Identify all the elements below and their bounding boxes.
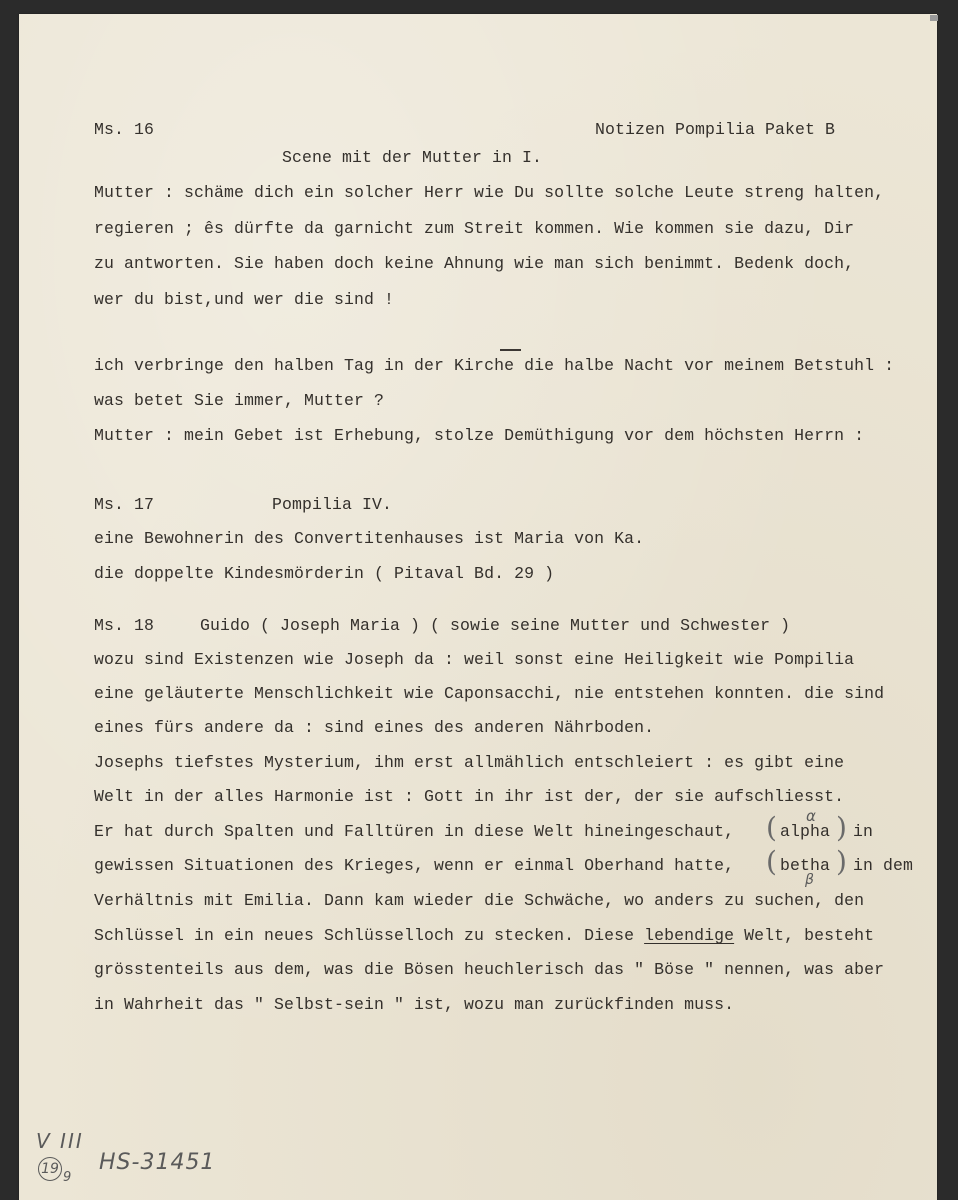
underlined-word: lebendige	[644, 926, 735, 945]
pencil-greek-beta: β	[805, 872, 814, 888]
text-line: Mutter : mein Gebet ist Erhebung, stolze Demüthigung vor dem höchsten Herrn :	[94, 426, 865, 445]
pencil-paren-close: )	[836, 811, 847, 844]
ms-17-label: Ms. 17	[94, 495, 155, 514]
text-line: Mutter : schäme dich ein solcher Herr wie Du sollte solche Leute streng halten,	[94, 183, 885, 202]
text-line: ich verbringe den halben Tag in der Kirche die halbe Nacht vor meinem Betstuhl :	[94, 356, 895, 375]
text-line: Welt in der alles Harmonie ist : Gott in ihr ist der, der sie aufschliesst.	[94, 787, 845, 806]
ms-18-label: Ms. 18	[94, 616, 155, 635]
pencil-paren-open: (	[766, 845, 777, 878]
separator-dash	[500, 349, 521, 351]
corner-mark	[930, 15, 938, 21]
text-line: gewissen Situationen des Krieges, wenn er einmal Oberhand hatte,	[94, 856, 735, 875]
text-line: Verhältnis mit Emilia. Dann kam wieder die Schwäche, wo anders zu suchen, den	[94, 891, 865, 910]
text-line: eines fürs andere da : sind eines des anderen Nährboden.	[94, 718, 655, 737]
text-fragment: in dem	[853, 856, 914, 875]
text-line: in Wahrheit das " Selbst-sein " ist, wozu man zurückfinden muss.	[94, 995, 735, 1014]
archive-sub-number: 9	[63, 1170, 72, 1185]
text-line: was betet Sie immer, Mutter ?	[94, 391, 385, 410]
text-line: die doppelte Kindesmörderin ( Pitaval Bd. 29 )	[94, 564, 555, 583]
ms-18-title: Guido ( Joseph Maria ) ( sowie seine Mutter und Schwester )	[200, 616, 791, 635]
text-line: regieren ; ês dürfte da garnicht zum Streit kommen. Wie kommen sie dazu, Dir	[94, 219, 855, 238]
document-sheet	[19, 14, 937, 1200]
text-line: grösstenteils aus dem, was die Bösen heuchlerisch das " Böse " nennen, was aber	[94, 960, 885, 979]
document-title: Notizen Pompilia Paket B	[595, 120, 836, 139]
text-line: Josephs tiefstes Mysterium, ihm erst allmählich entschleiert : es gibt eine	[94, 753, 845, 772]
text-line-with-underline	[94, 926, 874, 945]
archive-signature: HS-31451	[99, 1150, 216, 1175]
text-fragment: Schlüssel in ein neues Schlüsselloch zu stecken. Diese	[94, 926, 635, 945]
text-line: Er hat durch Spalten und Falltüren in diese Welt hineingeschaut,	[94, 822, 735, 841]
ms-16-label: Ms. 16	[94, 120, 155, 139]
text-line: wer du bist,und wer die sind !	[94, 290, 395, 309]
pencil-paren-open: (	[766, 811, 777, 844]
text-fragment: Welt, besteht	[734, 926, 875, 945]
ms-17-title: Pompilia IV.	[272, 495, 393, 514]
archive-sheet-number: 19	[38, 1157, 62, 1181]
text-line: wozu sind Existenzen wie Joseph da : weil sonst eine Heiligkeit wie Pompilia	[94, 650, 855, 669]
text-line: eine geläuterte Menschlichkeit wie Caponsacchi, nie entstehen konnten. die sind	[94, 684, 885, 703]
pencil-greek-alpha: α	[806, 807, 816, 825]
scene-heading: Scene mit der Mutter in I.	[282, 148, 543, 167]
betha-annotation: betha	[780, 856, 831, 875]
text-line: eine Bewohnerin des Convertitenhauses ist Maria von Ka.	[94, 529, 645, 548]
alpha-annotation: alpha	[780, 822, 831, 841]
archive-shelf-mark: V III	[36, 1129, 84, 1153]
text-fragment: in	[853, 822, 874, 841]
pencil-paren-close: )	[836, 845, 847, 878]
text-line: zu antworten. Sie haben doch keine Ahnung wie man sich benimmt. Bedenk doch,	[94, 254, 855, 273]
